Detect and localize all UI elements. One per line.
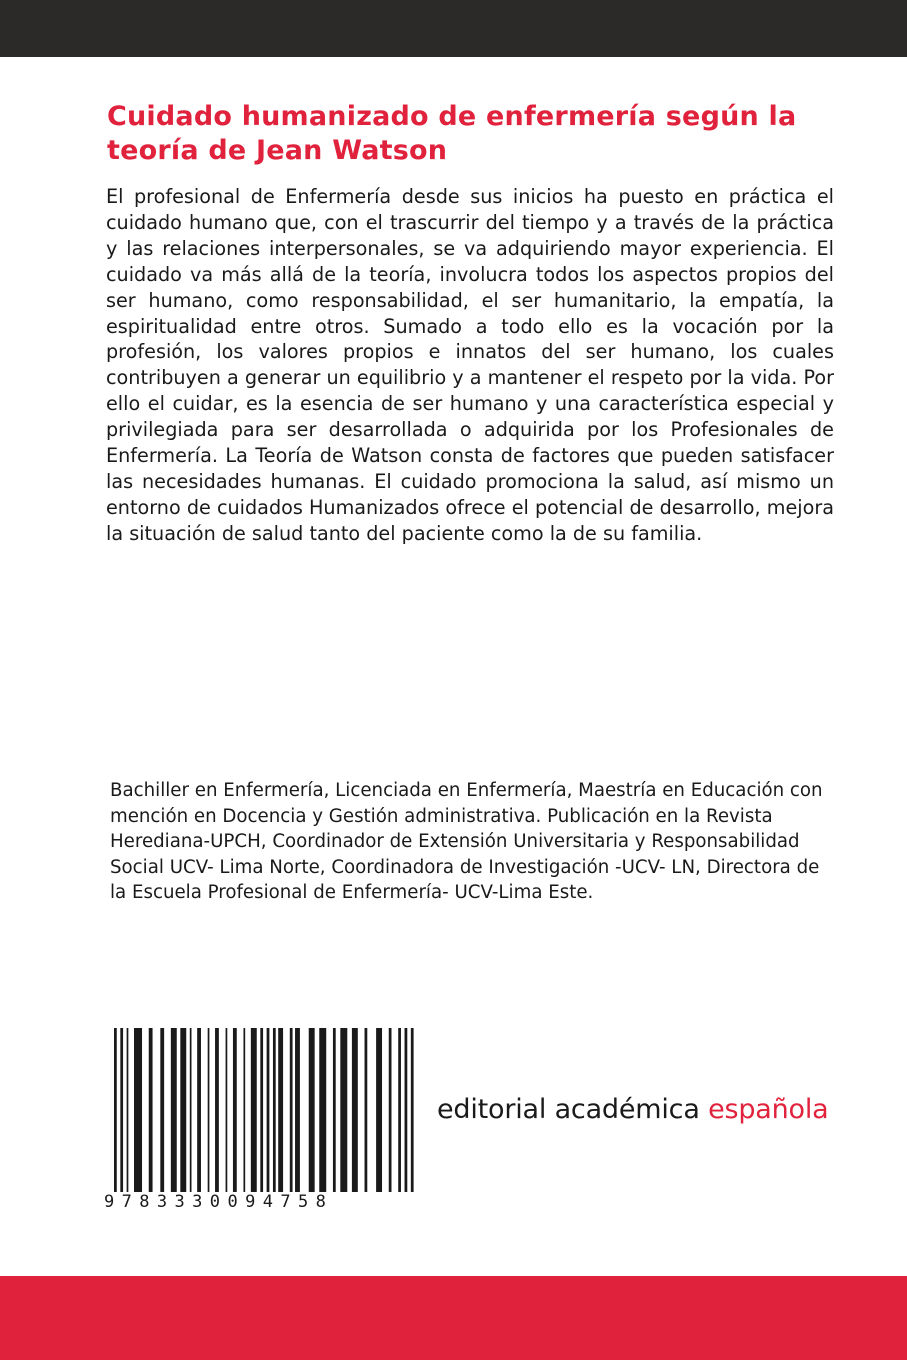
barcode-bar xyxy=(197,1028,201,1192)
barcode-bar xyxy=(319,1028,326,1192)
barcode-bar xyxy=(309,1028,315,1192)
barcode-bar xyxy=(114,1028,117,1192)
barcode-bar xyxy=(190,1028,192,1192)
barcode-bars-graphic xyxy=(100,1020,420,1220)
barcode-bar xyxy=(160,1028,164,1192)
barcode-bar xyxy=(376,1028,382,1192)
barcode-bar xyxy=(171,1028,177,1192)
barcode-bar xyxy=(251,1028,257,1192)
publisher-logo xyxy=(437,1094,829,1125)
barcode-bar xyxy=(411,1028,414,1192)
barcode-bar xyxy=(208,1028,210,1192)
book-title: Cuidado humanizado de enfermería según la teoría de Jean Watson xyxy=(107,101,797,166)
bottom-color-band xyxy=(0,1276,907,1360)
barcode-bar xyxy=(389,1028,392,1192)
barcode-bar xyxy=(365,1028,368,1192)
barcode-bar xyxy=(215,1028,219,1192)
publisher-name-main: editorial académica xyxy=(437,1094,700,1125)
barcode-bar xyxy=(226,1028,228,1192)
isbn-number: 9783330094758 xyxy=(100,1192,420,1212)
barcode-bar xyxy=(260,1028,263,1192)
barcode-bar xyxy=(295,1028,300,1192)
publisher-name-accent: española xyxy=(708,1094,829,1125)
barcode-bar xyxy=(333,1028,336,1192)
author-biography: Bachiller en Enfermería, Licenciada en Enfermería, Maestría en Educación con mención en Docencia y Gestión administrativa. Publicación en la Revista Herediana-UPCH, Coordinador de Extensión Universitaria y Responsabilidad Social UCV- Lima Norte, Coordinadora de Investigación -UCV- LN, Directora de la Escuela Profesional de Enfermería- UCV-Lima Este. xyxy=(110,780,823,904)
isbn-barcode xyxy=(100,1020,420,1220)
barcode-bar xyxy=(340,1028,347,1192)
barcode-bar xyxy=(149,1028,153,1192)
barcode-bar xyxy=(267,1028,270,1192)
barcode-bar xyxy=(352,1028,358,1192)
barcode-bar xyxy=(243,1028,245,1192)
barcode-bar xyxy=(405,1028,408,1192)
barcode-bar xyxy=(398,1028,401,1192)
barcode-bar xyxy=(273,1028,276,1192)
top-color-band xyxy=(0,0,907,57)
barcode-bar xyxy=(290,1028,293,1192)
barcode-bar xyxy=(180,1028,186,1192)
barcode-bar xyxy=(278,1028,283,1192)
barcode-bar xyxy=(233,1028,237,1192)
book-description: El profesional de Enfermería desde sus inicios ha puesto en práctica el cuidado humano que, con el trascurrir del tiempo y a través de la práctica y las relaciones interpersonales, se va adquiriendo mayor experiencia. El cuidado va más allá de la teoría, involucra todos los aspectos propios del ser humano, como responsabilidad, el ser humanitario, la empatía, la espiritualidad entre otros. Sumado a todo ello es la vocación por la profesión, los valores propios e innatos del ser humano, los cuales contribuyen a generar un equilibrio y a mantener el respeto por la vida. Por ello el cuidar, es la esencia de ser humano y una característica especial y privilegiada para ser desarrollada o adquirida por los Profesionales de Enfermería. La Teoría de Watson consta de factores que pueden satisfacer las necesidades humanas. El cuidado promociona la salud, así mismo un entorno de cuidados Humanizados ofrece el potencial de desarrollo, mejora la situación de salud tanto del paciente como la de su familia. xyxy=(106,185,834,545)
barcode-bar xyxy=(120,1028,123,1192)
barcode-bar xyxy=(134,1028,142,1192)
barcode-bar xyxy=(127,1028,129,1192)
